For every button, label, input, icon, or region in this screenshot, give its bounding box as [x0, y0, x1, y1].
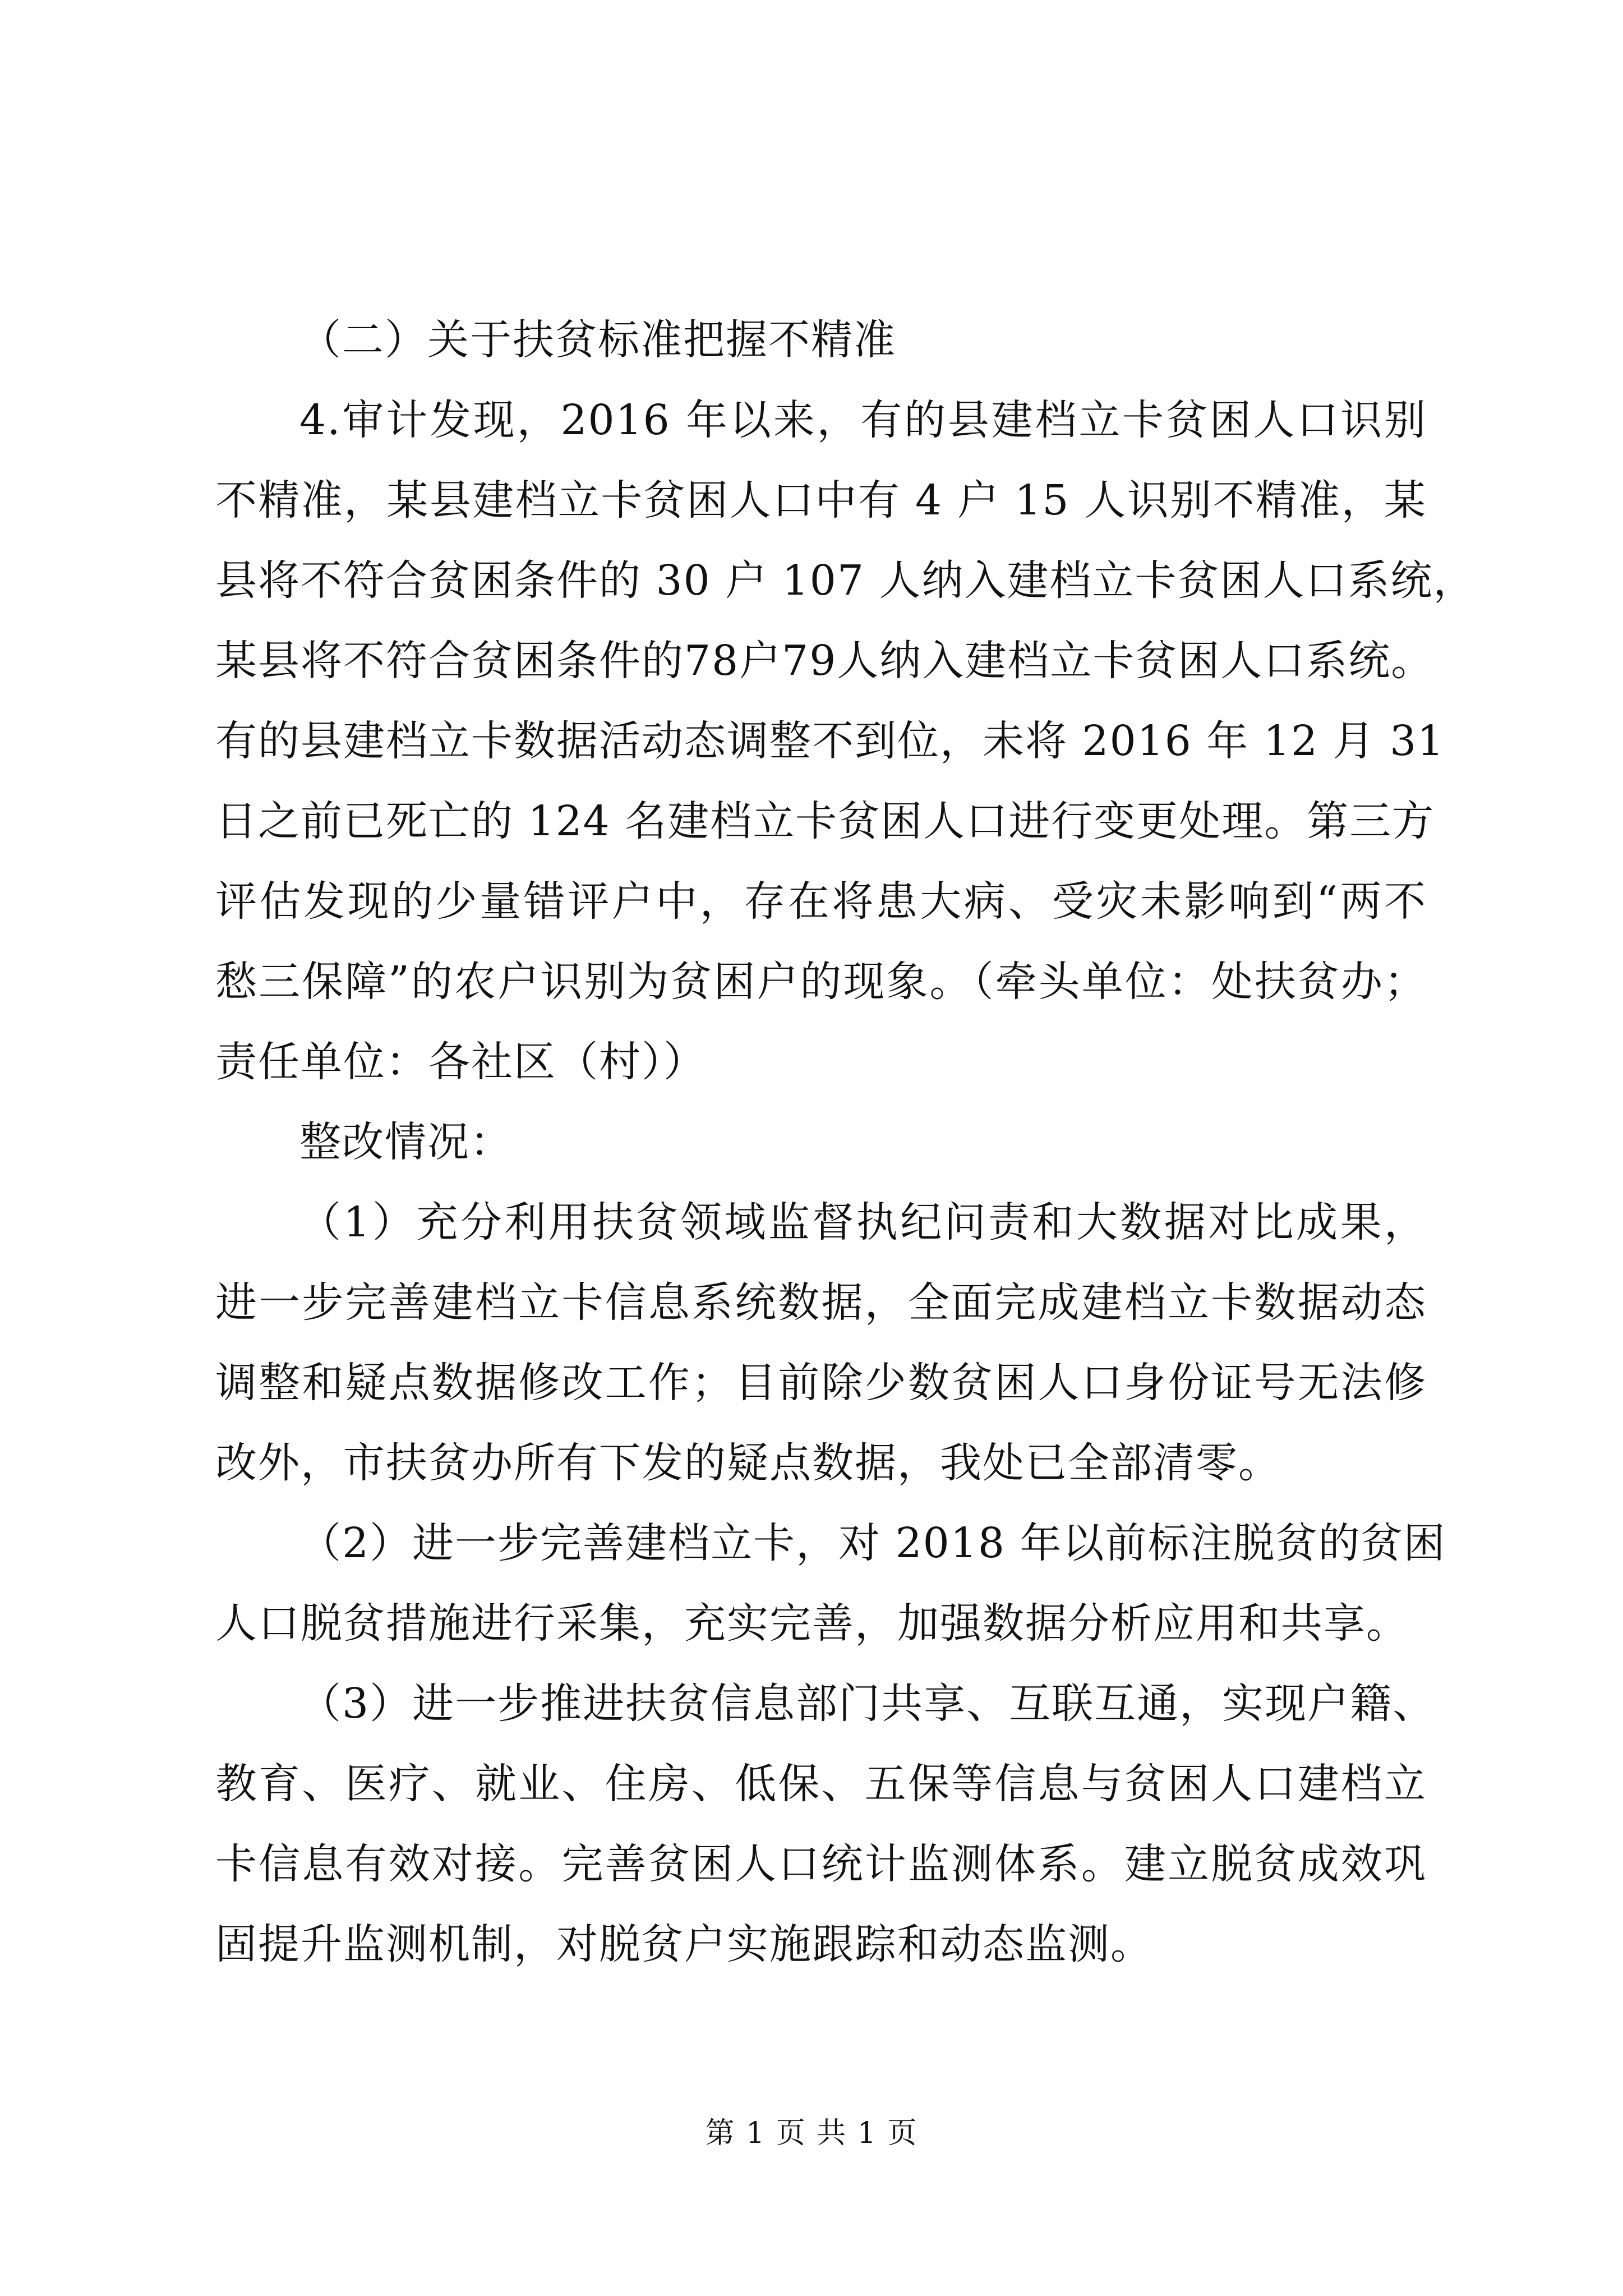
paragraph-line: 日之前已死亡的 124 名建档立卡贫困人口进行变更处理。第三方: [215, 797, 1435, 845]
paragraph-line: （1）充分利用扶贫领域监督执纪问责和大数据对比成果，: [299, 1198, 1427, 1246]
paragraph-line: 评估发现的少量错评户中，存在将患大病、受灾未影响到“两不: [215, 877, 1427, 926]
audit-finding-paragraph: [215, 380, 1476, 1102]
paragraph-line: 教育、医疗、就业、住房、低保、五保等信息与贫困人口建档立: [215, 1760, 1427, 1808]
paragraph-line: 调整和疑点数据修改工作；目前除少数贫困人口身份证号无法修: [215, 1359, 1427, 1407]
paragraph-line: 进一步完善建档立卡信息系统数据，全面完成建档立卡数据动态: [215, 1278, 1427, 1327]
paragraph-line: 改外，市扶贫办所有下发的疑点数据，我处已全部清零。: [215, 1439, 1281, 1487]
paragraph-line: 责任单位：各社区（村））: [215, 1038, 706, 1086]
measure-1-paragraph: [215, 1182, 1427, 1503]
paragraph-line: （2）进一步完善建档立卡，对 2018 年以前标注脱贫的贫困: [299, 1519, 1446, 1567]
paragraph-line: 固提升监测机制，对脱贫户实施跟踪和动态监测。: [215, 1920, 1153, 1968]
document-body: [215, 300, 1476, 1985]
paragraph-line: 有的县建档立卡数据活动态调整不到位，未将 2016 年 12 月 31: [215, 717, 1445, 765]
paragraph-line: 卡信息有效对接。完善贫困人口统计监测体系。建立脱贫成效巩: [215, 1840, 1427, 1888]
paragraph-line: 4.审计发现，2016 年以来，有的县建档立卡贫困人口识别: [299, 396, 1427, 444]
paragraph-line: 不精准，某县建档立卡贫困人口中有 4 户 15 人识别不精准，某: [215, 476, 1427, 524]
paragraph-line: 某县将不符合贫困条件的78户79人纳入建档立卡贫困人口系统。: [215, 637, 1434, 685]
paragraph-line: 愁三保障”的农户识别为贫困户的现象。（牵头单位：处扶贫办；: [215, 958, 1427, 1006]
section-heading: （二）关于扶贫标准把握不精准: [299, 316, 896, 364]
paragraph-line: （3）进一步推进扶贫信息部门共享、互联互通，实现户籍、: [299, 1680, 1436, 1728]
measure-2-paragraph: [215, 1503, 1446, 1664]
paragraph-line: 县将不符合贫困条件的 30 户 107 人纳入建档立卡贫困人口系统，: [215, 556, 1476, 605]
measure-3-paragraph: [215, 1664, 1436, 1985]
page-footer: 第 1 页 共 1 页: [705, 2116, 918, 2150]
rectification-label: 整改情况：: [299, 1118, 513, 1166]
paragraph-line: 人口脱贫措施进行采集，充实完善，加强数据分析应用和共享。: [215, 1599, 1409, 1648]
